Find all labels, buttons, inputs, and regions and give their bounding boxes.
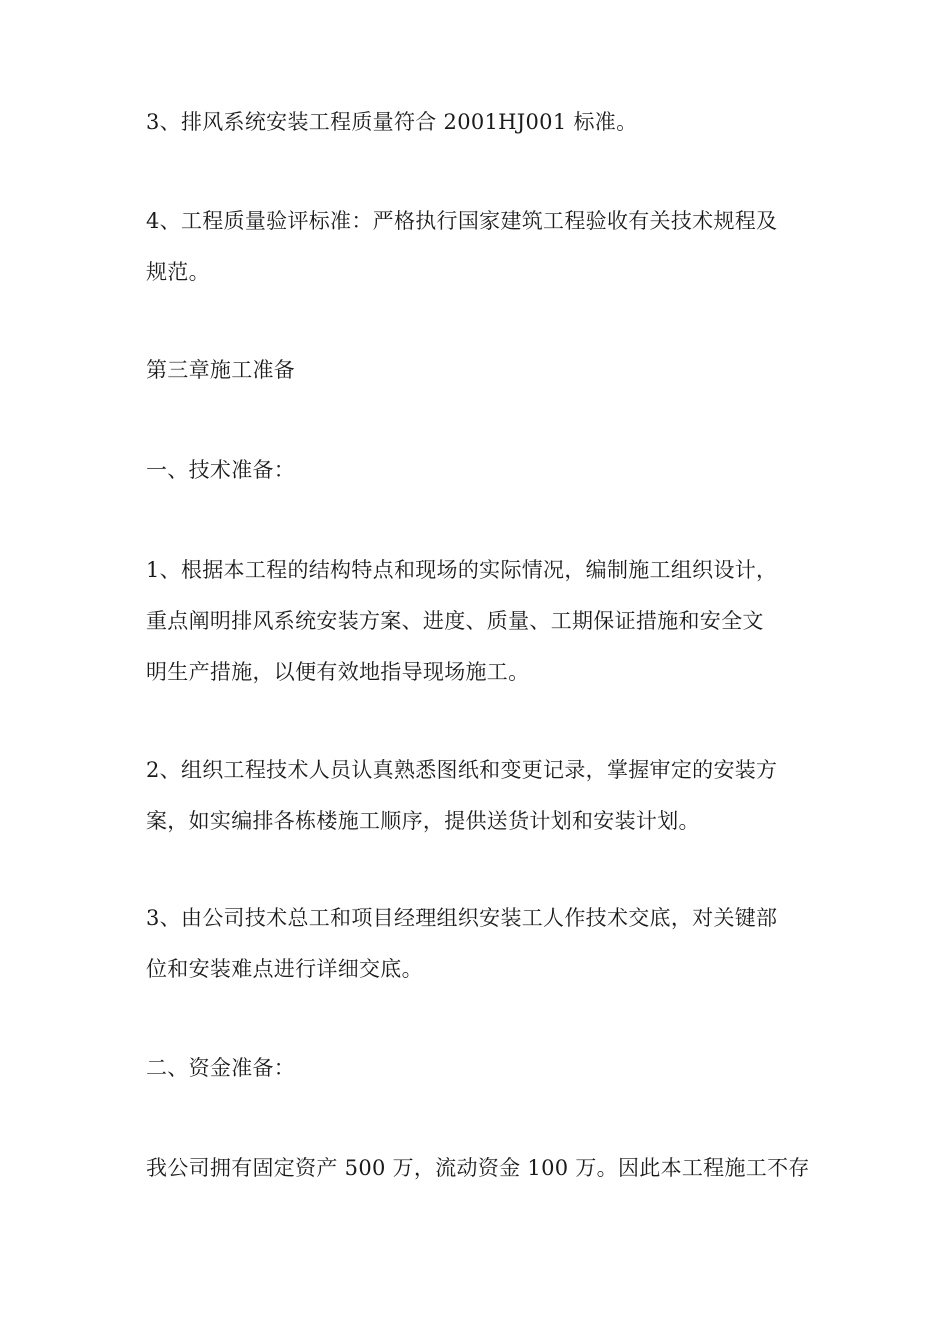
text-line: 位和安装难点进行详细交底。 — [146, 957, 423, 981]
text-line: 我公司拥有固定资产 500 万，流动资金 100 万。因此本工程施工不存 — [146, 1156, 810, 1180]
paragraph-construction-design — [146, 545, 816, 698]
section-heading-technical — [146, 445, 816, 496]
text-line: 二、资金准备： — [146, 1056, 296, 1080]
text-line: 案，如实编排各栋楼施工顺序，提供送货计划和安装计划。 — [146, 809, 700, 833]
text-line: 4、工程质量验评标准：严格执行国家建筑工程验收有关技术规程及 — [146, 209, 778, 233]
text-line: 1、根据本工程的结构特点和现场的实际情况，编制施工组织设计， — [146, 558, 778, 582]
text-line: 规范。 — [146, 260, 210, 284]
text-line: 第三章施工准备 — [146, 358, 296, 382]
section-heading-funding — [146, 1043, 816, 1094]
paragraph-quality-standard — [146, 97, 816, 148]
text-line: 3、由公司技术总工和项目经理组织安装工人作技术交底，对关键部 — [146, 906, 778, 930]
paragraph-drawings-review — [146, 745, 816, 847]
text-line: 3、排风系统安装工程质量符合 2001HJ001 标准。 — [146, 110, 638, 134]
text-line: 明生产措施，以便有效地指导现场施工。 — [146, 660, 530, 684]
text-line: 2、组织工程技术人员认真熟悉图纸和变更记录，掌握审定的安装方 — [146, 758, 778, 782]
paragraph-technical-briefing — [146, 893, 816, 995]
paragraph-evaluation-standard — [146, 196, 816, 298]
paragraph-company-assets — [146, 1143, 816, 1194]
text-line: 一、技术准备： — [146, 458, 296, 482]
text-line: 重点阐明排风系统安装方案、进度、质量、工期保证措施和安全文 — [146, 609, 764, 633]
chapter-heading — [146, 345, 816, 396]
